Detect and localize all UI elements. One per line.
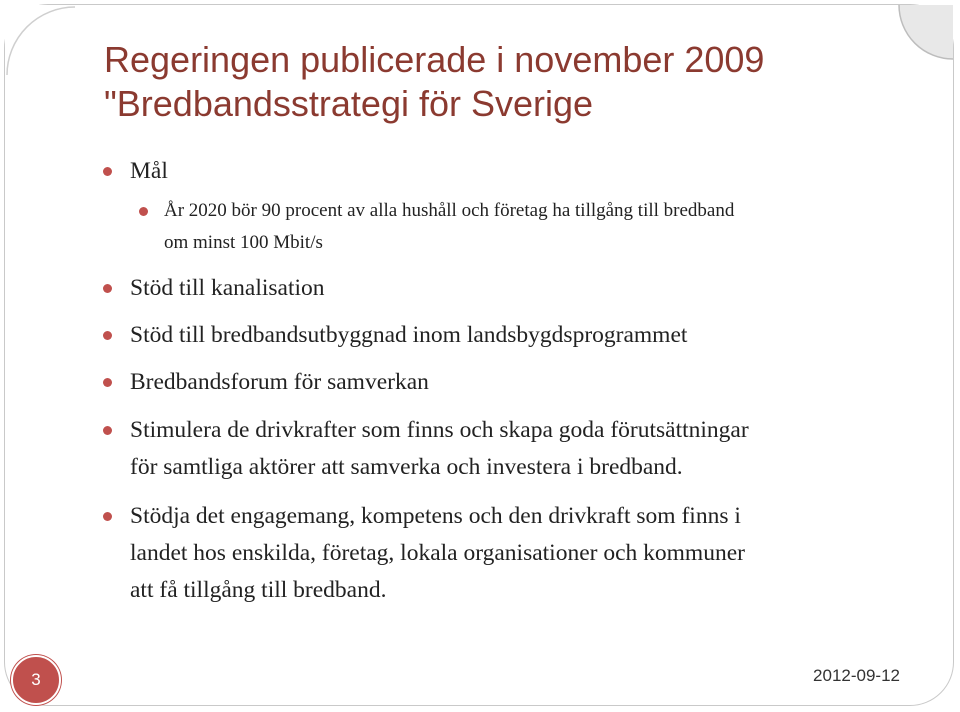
bullet-icon [103, 284, 112, 293]
slide-date: 2012-09-12 [813, 666, 900, 685]
bullet-stimulera [130, 412, 749, 486]
bullet-text: om minst 100 Mbit/s [164, 232, 323, 253]
bullet-icon [103, 167, 112, 176]
bullet-icon [103, 331, 112, 340]
bullet-icon [103, 512, 112, 521]
sub-bullet-goal-2020 [164, 195, 734, 259]
bullet-text: Mål [130, 158, 168, 184]
bullet-landsbygd [130, 317, 687, 354]
bullet-text: Bredbandsforum för samverkan [130, 369, 429, 395]
bullet-text: att få tillgång till bredband. [130, 577, 387, 603]
bullet-text: Stöd till kanalisation [130, 275, 325, 301]
bullet-text: för samtliga aktörer att samverka och investera i bredband. [130, 454, 683, 480]
bullet-icon [139, 207, 148, 216]
bullet-icon [103, 378, 112, 387]
bullet-goal [130, 153, 168, 190]
bullet-text: Stöd till bredbandsutbyggnad inom landsbygdsprogrammet [130, 322, 688, 348]
title-line-1: Regeringen publicerade i november 2009 [104, 39, 765, 80]
title-line-2: "Bredbandsstrategi för Sverige [104, 83, 594, 124]
bullet-bredbandsforum [130, 364, 429, 401]
bullet-stodja [130, 498, 745, 609]
bullet-text: Stimulera de drivkrafter som finns och skapa goda förutsättningar [130, 417, 749, 443]
bullet-text: År 2020 bör 90 procent av alla hushåll och företag ha tillgång till bredband [164, 200, 735, 221]
page-number-badge: 3 [11, 655, 61, 705]
bullet-text: landet hos enskilda, företag, lokala organisationer och kommuner [130, 540, 745, 566]
bullet-text: Stödja det engagemang, kompetens och den drivkraft som finns i [130, 503, 741, 529]
bullet-kanalisation [130, 270, 325, 307]
bullet-icon [103, 426, 112, 435]
